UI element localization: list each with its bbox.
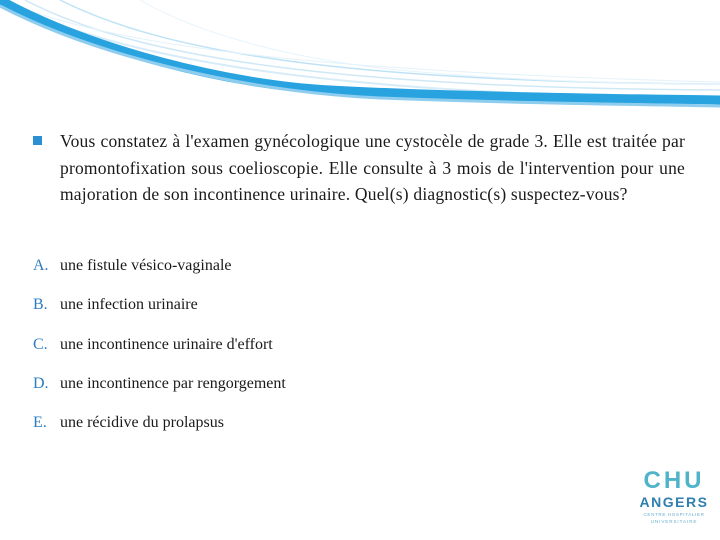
question-text: Vous constatez à l'examen gynécologique une cystocèle de grade 3. Elle est traitée par promontofixation sous coelioscopie. Elle consulte à 3 mois de l'intervention pour une majoration de son incontinence urinaire. Quel(s) diagnostic(s) suspectez-vous? xyxy=(60,131,685,204)
option-text: une incontinence urinaire d'effort xyxy=(60,335,273,353)
option-text: une fistule vésico-vaginale xyxy=(60,257,232,274)
logo-tagline1: CENTRE HOSPITALIER xyxy=(643,512,705,517)
option-a[interactable] xyxy=(33,255,286,294)
answer-options xyxy=(33,255,286,451)
header-swoosh-decoration xyxy=(0,0,720,120)
chu-angers-logo xyxy=(638,466,710,528)
question-block xyxy=(33,128,685,208)
option-letter: B. xyxy=(33,296,48,314)
option-b[interactable] xyxy=(33,294,286,333)
option-e[interactable] xyxy=(33,412,286,451)
logo-line2: ANGERS xyxy=(639,494,709,510)
option-text: une incontinence par rengorgement xyxy=(60,374,286,392)
option-d[interactable] xyxy=(33,373,286,412)
square-bullet-icon xyxy=(33,136,42,145)
option-letter: C. xyxy=(33,335,48,353)
option-c[interactable] xyxy=(33,334,286,373)
logo-tagline2: UNIVERSITAIRE xyxy=(650,519,698,524)
option-text: une infection urinaire xyxy=(60,296,198,314)
option-letter: A. xyxy=(33,257,49,274)
logo-line1: CHU xyxy=(643,467,705,494)
option-letter: E. xyxy=(33,414,47,432)
option-text: une récidive du prolapsus xyxy=(60,414,224,432)
option-letter: D. xyxy=(33,374,49,392)
